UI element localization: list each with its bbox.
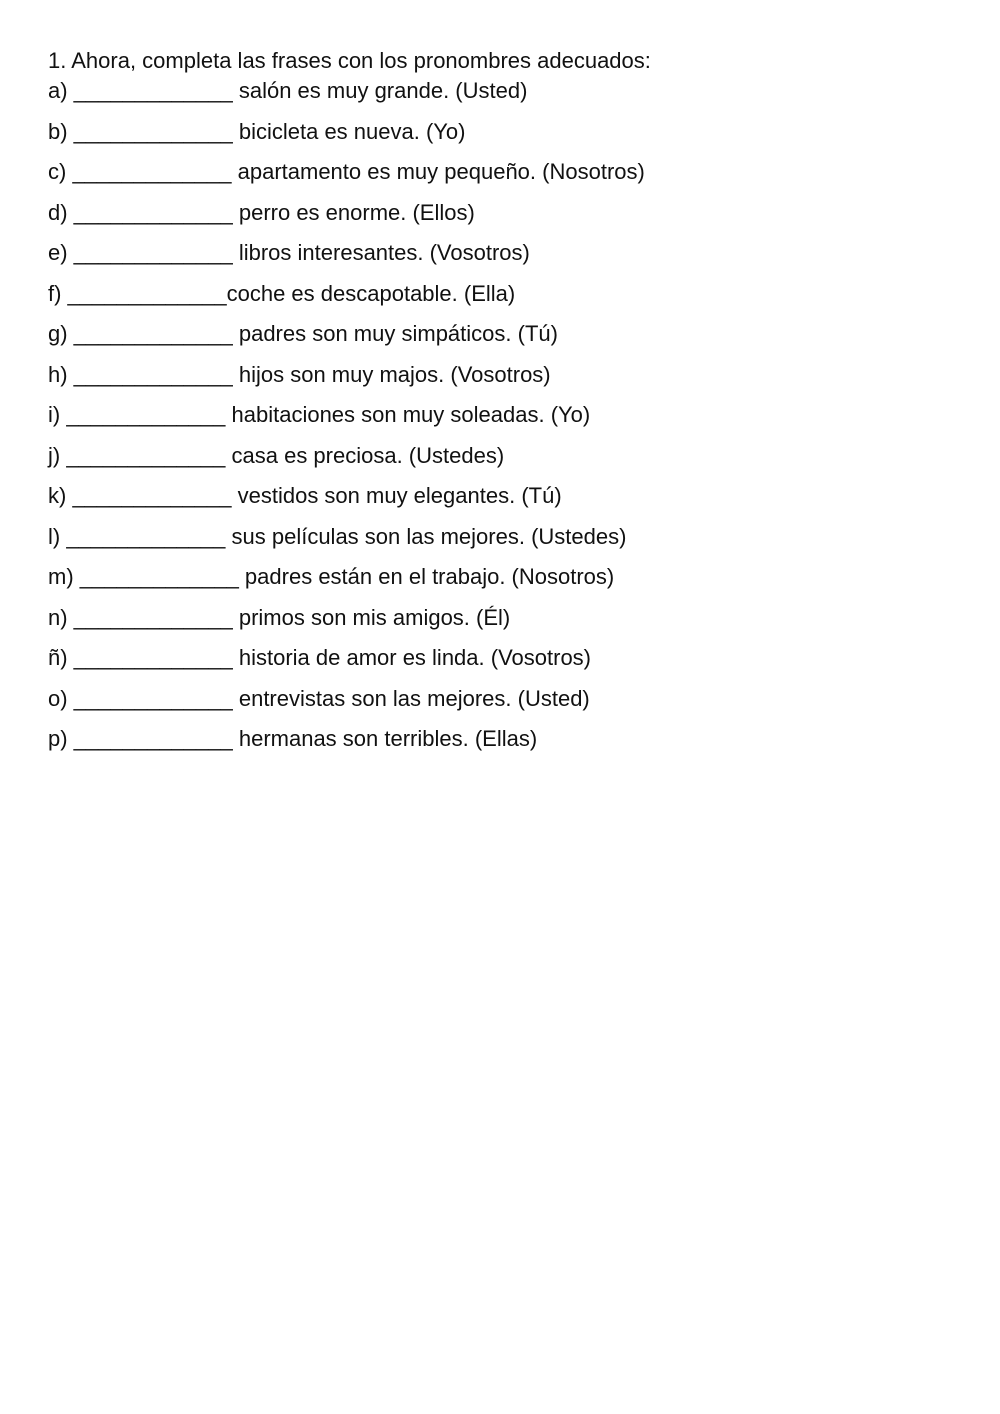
instruction-heading: 1. Ahora, completa las frases con los pronombres adecuados: (48, 48, 651, 73)
worksheet (48, 46, 948, 765)
exercise-item-n: n) _____________ primos son mis amigos. (Él) (48, 604, 511, 630)
exercise-item-c: c) _____________ apartamento es muy pequeño. (Nosotros) (48, 159, 645, 184)
exercise-item-l: l) _____________ sus películas son las mejores. (Ustedes) (48, 523, 627, 549)
exercise-item-g: g) _____________ padres son muy simpáticos. (Tú) (48, 321, 558, 346)
exercise-item-e: e) _____________ libros interesantes. (Vosotros) (48, 240, 530, 265)
exercise-item-enye: ñ) _____________ historia de amor es linda. (Vosotros) (48, 645, 592, 670)
exercise-item-f: f) _____________coche es descapotable. (Ella) (48, 280, 516, 306)
exercise-item-p: p) _____________ hermanas son terribles. (Ellas) (48, 726, 538, 751)
exercise-item-h: h) _____________ hijos son muy majos. (Vosotros) (48, 361, 551, 387)
exercise-list (48, 76, 948, 765)
exercise-item-m: m) _____________ padres están en el trabajo. (Nosotros) (48, 564, 615, 589)
exercise-item-j: j) _____________ casa es preciosa. (Ustedes) (48, 442, 505, 468)
exercise-item-o: o) _____________ entrevistas son las mejores. (Usted) (48, 685, 590, 711)
exercise-item-b: b) _____________ bicicleta es nueva. (Yo) (48, 118, 466, 144)
exercise-item-d: d) _____________ perro es enorme. (Ellos) (48, 199, 475, 225)
exercise-item-k: k) _____________ vestidos son muy elegantes. (Tú) (48, 483, 562, 508)
exercise-item-i: i) _____________ habitaciones son muy soleadas. (Yo) (48, 402, 591, 427)
exercise-item-a: a) _____________ salón es muy grande. (Usted) (48, 78, 528, 103)
